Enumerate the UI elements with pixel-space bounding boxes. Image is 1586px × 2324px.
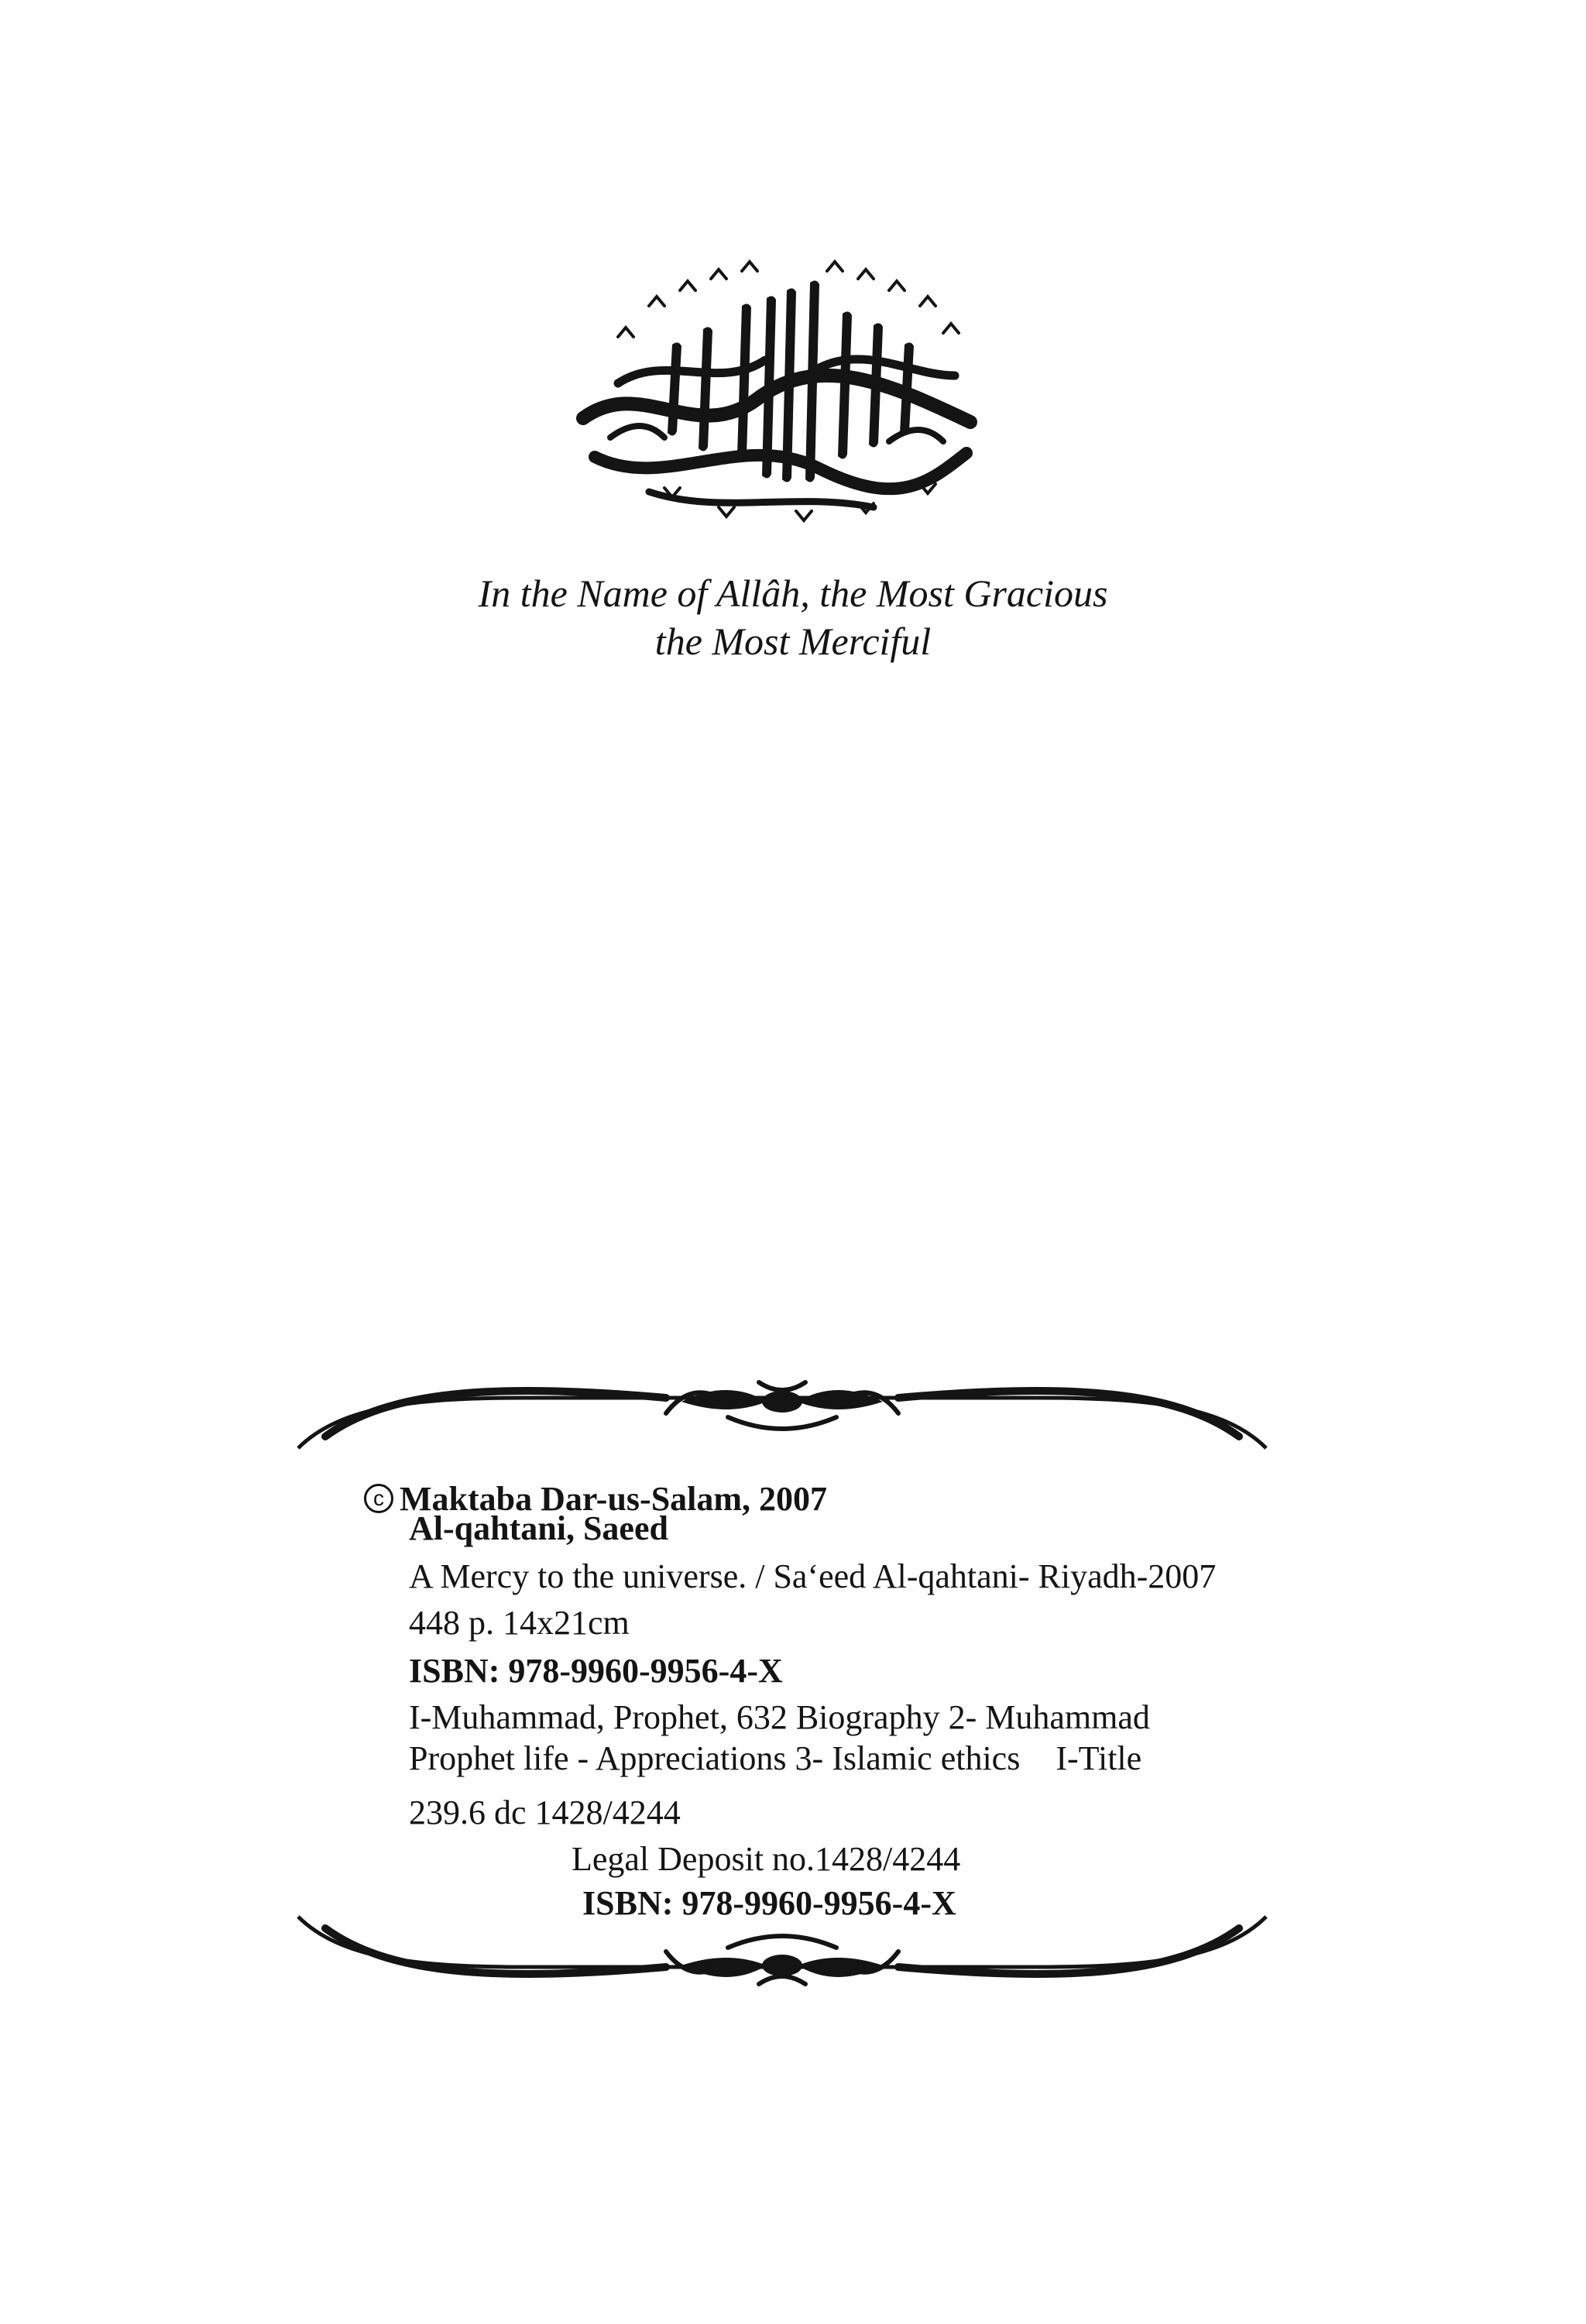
subjects-line-2 bbox=[409, 1739, 1141, 1778]
scroll-flourish-icon bbox=[294, 1375, 1270, 1452]
copyright-holder: Maktaba Dar-us-Salam, 2007 bbox=[400, 1479, 828, 1518]
subjects-title: I-Title bbox=[1056, 1739, 1142, 1777]
copyright-icon: c bbox=[364, 1484, 393, 1513]
subjects-line-2-text: Prophet life - Appreciations 3- Islamic ethics bbox=[409, 1739, 1021, 1777]
dewey-classification: 239.6 dc 1428/4244 bbox=[409, 1794, 681, 1831]
isbn: ISBN: 978-9960-9956-4-X bbox=[409, 1652, 783, 1690]
subjects-line-1: I-Muhammad, Prophet, 632 Biography 2- Muhammad bbox=[409, 1698, 1150, 1736]
author-name: Al-qahtani, Saeed bbox=[409, 1509, 668, 1547]
isbn-repeat: ISBN: 978-9960-9956-4-X bbox=[582, 1884, 956, 1922]
book-title-line: A Mercy to the universe. / Sa‘eed Al-qahtani- Riyadh-2007 bbox=[409, 1557, 1217, 1595]
legal-deposit: Legal Deposit no.1428/4244 bbox=[572, 1840, 961, 1878]
basmala-calligraphy-icon bbox=[564, 259, 991, 527]
invocation-line-2: the Most Merciful bbox=[654, 620, 932, 663]
scroll-flourish-icon-bottom bbox=[294, 1913, 1270, 1990]
pages-size: 448 p. 14x21cm bbox=[409, 1604, 630, 1642]
invocation-line-1: In the Name of Allâh, the Most Gracious bbox=[478, 572, 1108, 615]
invocation-text bbox=[0, 569, 1586, 665]
